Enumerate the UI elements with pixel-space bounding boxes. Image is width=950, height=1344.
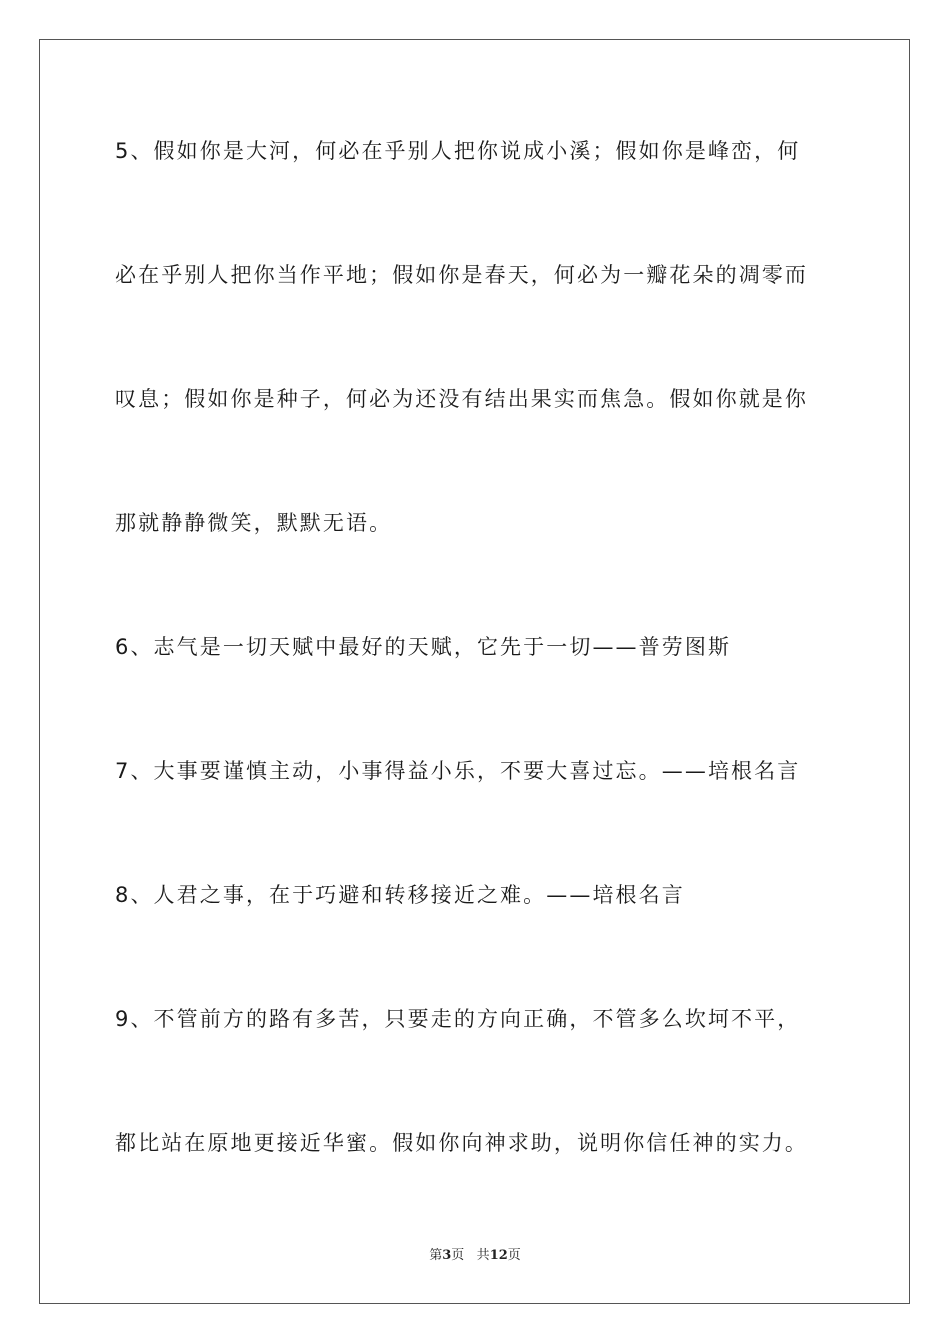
page-footer — [0, 1247, 950, 1265]
text-line: 7、大事要谨慎主动，小事得益小乐，不要大喜过忘。——培根名言 — [115, 759, 801, 783]
text-line: 叹息；假如你是种子，何必为还没有结出果实而焦急。假如你就是你 — [115, 387, 808, 411]
text-line: 5、假如你是大河，何必在乎别人把你说成小溪；假如你是峰峦，何 — [115, 139, 801, 163]
text-line: 6、志气是一切天赋中最好的天赋，它先于一切——普劳图斯 — [115, 635, 732, 659]
footer-page-number: 3 — [442, 1248, 452, 1263]
footer-total-prefix: 共 — [476, 1248, 490, 1263]
text-line: 那就静静微笑，默默无语。 — [115, 511, 393, 535]
text-line: 必在乎别人把你当作平地；假如你是春天，何必为一瓣花朵的凋零而 — [115, 263, 808, 287]
footer-page-prefix: 第 — [429, 1248, 443, 1263]
text-line: 9、不管前方的路有多苦，只要走的方向正确，不管多么坎坷不平， — [115, 1007, 801, 1031]
footer-total-pages: 12 — [489, 1248, 508, 1263]
text-line: 都比站在原地更接近华蜜。假如你向神求助，说明你信任神的实力。 — [115, 1131, 808, 1155]
footer-total-suffix: 页 — [507, 1248, 521, 1263]
text-line: 8、人君之事，在于巧避和转移接近之难。——培根名言 — [115, 883, 685, 907]
footer-page-suffix: 页 — [451, 1248, 465, 1263]
page-border — [39, 39, 910, 1304]
